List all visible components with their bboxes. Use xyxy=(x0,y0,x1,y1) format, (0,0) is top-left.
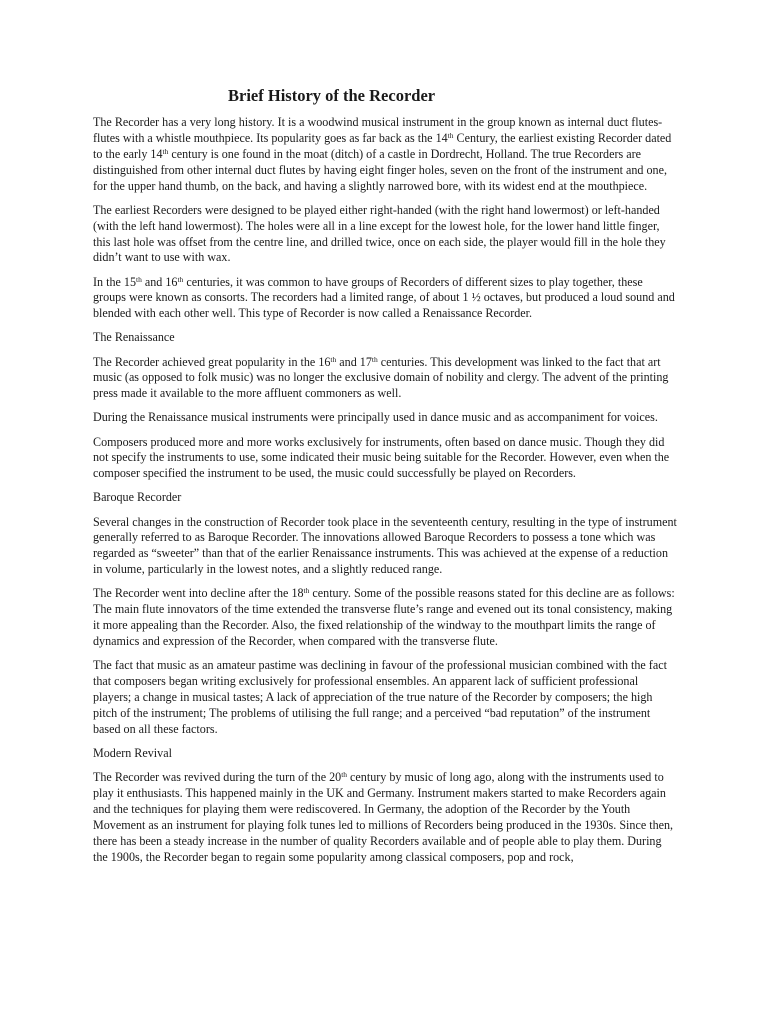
paragraph xyxy=(93,586,677,650)
text-run: During the Renaissance musical instruments were principally used in dance music and as accompaniment for voices. xyxy=(93,410,658,425)
text-run: The Recorder achieved great popularity in the 16 xyxy=(93,354,331,369)
section-baroque xyxy=(93,490,677,737)
text-run: The earliest Recorders were designed to be played either right-handed (with the right hand lowermost) or left-handed (with the left hand lowermost). The holes were all in a line except for the lowest hole, for the lower hand little finger, this last hole was offset from the centre line, and drilled twice, once on each side, the player would fill in the hole they didn’t want to use with wax. xyxy=(93,202,666,265)
paragraph xyxy=(93,515,677,579)
section-heading: Baroque Recorder xyxy=(93,490,182,505)
text-run: Century, the earliest existing Recorder dated to the early 14 xyxy=(93,130,672,161)
paragraph xyxy=(93,410,677,426)
superscript: th xyxy=(303,586,310,596)
paragraph xyxy=(93,770,677,865)
document-title: Brief History of the Recorder xyxy=(228,86,436,105)
section-heading: The Renaissance xyxy=(93,330,175,345)
section-heading: Modern Revival xyxy=(93,745,172,760)
text-run: and 17 xyxy=(336,354,372,369)
text-run: centuries. This development was linked to the fact that art music (as opposed to folk music) was no longer the exclusive domain of nobility and clergy. The advent of the printing press made it available to the more affluent commoners as well. xyxy=(93,354,669,401)
paragraph xyxy=(93,435,677,483)
paragraph xyxy=(93,203,677,267)
superscript: th xyxy=(371,354,378,364)
section-modern xyxy=(93,746,677,866)
superscript: th xyxy=(341,769,348,779)
text-run: In the 15 xyxy=(93,274,136,289)
text-run: The fact that music as an amateur pastime was declining in favour of the professional musician combined with the fact that composers began writing exclusively for professional ensembles. An apparent lack of sufficient professional players; a change in musical tastes; A lack of appreciation of the true nature of the Recorder by composers; the high pitch of the instrument; The problems of utilising the full range; and a perceived “bad reputation” of the instrument based on all these factors. xyxy=(93,658,667,736)
paragraph xyxy=(93,355,677,403)
text-run: Composers produced more and more works exclusively for instruments, often based on dance music. Though they did not specify the instruments to use, some indicated their music being suitable for the Recorder. However, even when the composer specified the instrument to be used, the music could successfully be played on Recorders. xyxy=(93,434,670,481)
document-body xyxy=(93,115,677,874)
text-run: and 16 xyxy=(141,274,178,289)
text-run: Several changes in the construction of Recorder took place in the seventeenth century, resulting in the type of instrument generally referred to as Baroque Recorder. The innovations allowed Baroque Recorders to possess a tone which was regarded as “sweeter” than that of the earlier Renaissance instruments. This was achieved at the expense of a reduction in volume, particularly in the lowest notes, and a slightly reduced range. xyxy=(93,514,677,577)
text-run: century is one found in the moat (ditch) of a castle in Dordrecht, Holland. The true Recorders are distinguished from other internal duct flutes by having eight finger holes, seven on the front of the instrument and one, for the upper hand thumb, on the back, and having a slightly narrowed bore, with its widest end at the mouthpiece. xyxy=(93,146,667,193)
text-run: The Recorder was revived during the turn of the 20 xyxy=(93,769,342,784)
text-run: centuries, it was common to have groups of Recorders of different sizes to play together, these groups were known as consorts. The recorders had a limited range, of about 1 ½ octaves, but produced a loud sound and blended with each other well. This type of Recorder is now called a Renaissance Recorder. xyxy=(93,274,675,321)
paragraph xyxy=(93,275,677,323)
text-run: The Recorder went into decline after the 18 xyxy=(93,586,304,601)
text-run: The Recorder has a very long history. It is a woodwind musical instrument in the group known as internal duct flutes-flutes with a whistle mouthpiece. Its popularity goes as far back as the 14 xyxy=(93,115,663,145)
section-intro xyxy=(93,115,677,322)
paragraph xyxy=(93,115,677,195)
paragraph xyxy=(93,658,677,738)
superscript: th xyxy=(330,354,337,364)
text-run: century. Some of the possible reasons stated for this decline are as follows: The main flute innovators of the time extended the transverse flute’s range and evened out its tonal consistency, making it more appealing than the Recorder. Also, the fixed relationship of the windway to the mouthpart limits the range of dynamics and expression of the Recorder, when compared with the transverse flute. xyxy=(93,586,675,649)
superscript: th xyxy=(162,146,169,156)
superscript: th xyxy=(177,274,184,284)
superscript: th xyxy=(136,274,142,284)
text-run: century by music of long ago, along with the instruments used to play it enthusiasts. This happened mainly in the UK and Germany. Instrument makers started to make Recorders again and the techniques for playing them were rediscovered. In Germany, the adoption of the Recorder by the Youth Movement as an instrument for playing folk tunes led to millions of Recorders being produced in the 1930s. Since then, there has been a steady increase in the number of quality Recorders available and of people able to play them. During the 1900s, the Recorder began to regain some popularity among classical composers, pop and rock, xyxy=(93,769,674,864)
section-renaissance xyxy=(93,330,677,482)
superscript: th xyxy=(447,130,454,140)
